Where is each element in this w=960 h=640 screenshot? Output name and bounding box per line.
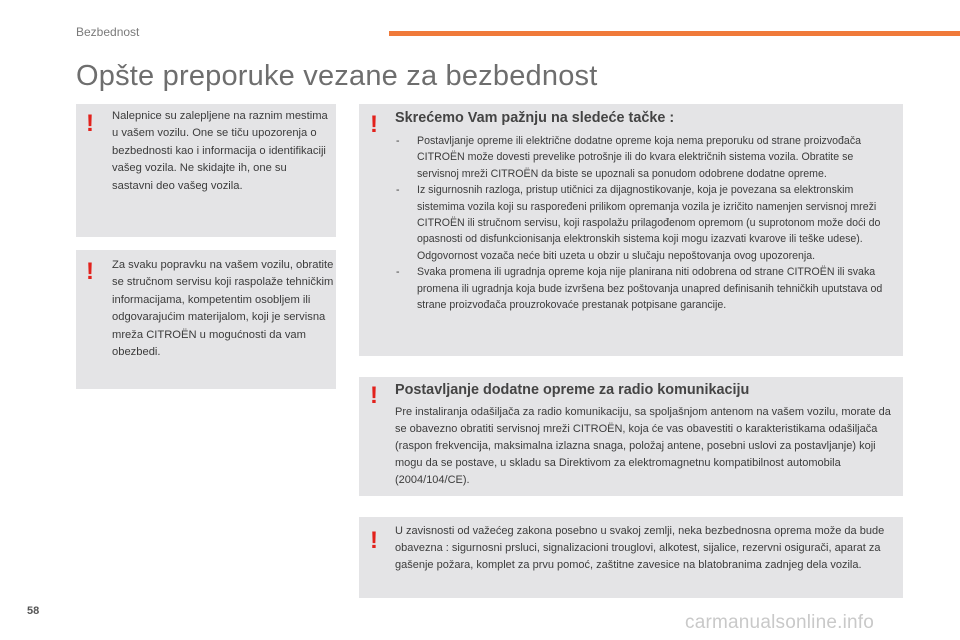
warning-box-repair bbox=[76, 250, 336, 389]
section-label: Bezbednost bbox=[76, 25, 140, 39]
warning-exclamation-icon: ! bbox=[370, 382, 378, 409]
attention-title: Skrećemo Vam pažnju na sledeće tačke : bbox=[395, 110, 675, 126]
labels-text: Nalepnice su zalepljene na raznim mestima u vašem vozilu. One se tiču upozorenja o bezbednosti kao i informacija o identifikaciji vašeg vozila. Ne skidajte ih, one su sastavni deo vašeg vozila. bbox=[112, 110, 328, 192]
warning-exclamation-icon: ! bbox=[370, 527, 378, 554]
warning-exclamation-icon: ! bbox=[86, 258, 94, 285]
attention-list bbox=[395, 133, 895, 313]
list-item: - Postavljanje opreme ili električne dodatne opreme koja nema preporuku od strane proizvođača CITROËN može dovesti prevelike potrošnje ili do kvara električnih sistema vozila. Obratite se servisnoj mreži CITROËN da biste se upoznali sa ponudom odobrene dodatne opreme. bbox=[395, 133, 895, 182]
page-title: Opšte preporuke vezane za bezbednost bbox=[76, 60, 598, 92]
page-number: 58 bbox=[27, 605, 40, 617]
warning-exclamation-icon: ! bbox=[86, 110, 94, 137]
warning-exclamation-icon: ! bbox=[370, 111, 378, 138]
list-item: - Iz sigurnosnih razloga, pristup utičnici za dijagnostikovanje, koja je povezana sa elektronskim sistemima vozila koji su raspoređeni prilikom opremanja vozila je izričito namenjen servisnoj mreži CITROËN ili stručnom servisu, koji raspolažu prilagođenom opremom (u suprotonom može doći do opasnosti od disfunkcionisanja elektronskih sistema koji mogu izazvati kvarove ili teške udese). Odgovornost vozača neće biti uzeta u obzir u slučaju nepoštovanja ovog upozorenja. bbox=[395, 182, 895, 264]
warning-box-radio bbox=[359, 377, 903, 496]
radio-text: Pre instaliranja odašiljača za radio komunikaciju, sa spoljašnjom antenom na vašem vozilu, morate da se obavezno obratiti servisnoj mreži CITROËN, koja će vas obavestiti o karakteristikama odašiljača (raspon frekvencija, maksimalna izlazna snaga, položaj antene, posebni uslovi za postavljanje) koji mogu da se postave, u skladu sa Direktivom za elektromagnetnu kompatibilnost automobila (2004/104/CE). bbox=[395, 406, 891, 486]
watermark: carmanualsonline.info bbox=[685, 612, 875, 633]
law-text: U zavisnosti od važećeg zakona posebno u svakoj zemlji, neka bezbednosna oprema može da bude obavezna : sigurnosni prsluci, signalizacioni trouglovi, alkotest, sijalice, rezervni osigurači, aparat za gašenje požara, komplet za prvu pomoć, zaštitne zavesice na blatobranima zadnjeg dela vozila. bbox=[395, 525, 885, 571]
warning-box-labels bbox=[76, 104, 336, 237]
warning-box-law bbox=[359, 517, 903, 598]
warning-box-attention bbox=[359, 104, 903, 356]
header-accent-bar bbox=[389, 31, 960, 36]
radio-title: Postavljanje dodatne opreme za radio komunikaciju bbox=[395, 382, 750, 398]
list-item: - Svaka promena ili ugradnja opreme koja nije planirana niti odobrena od strane CITROËN ili svaka promena ili ugradnja koja bude izvršena bez poštovanja unapred definisanih tehničkih uputstava od strane proizvođača prouzrokovaće prestanak potpisane garancije. bbox=[395, 264, 895, 313]
repair-text: Za svaku popravku na vašem vozilu, obratite se stručnom servisu koji raspolaže tehničkim informacijama, kompetentim osobljem ili odgovarajućim materijalom, koji je servisna mreža CITROËN u mogućnosti da vam obezbedi. bbox=[112, 259, 334, 359]
